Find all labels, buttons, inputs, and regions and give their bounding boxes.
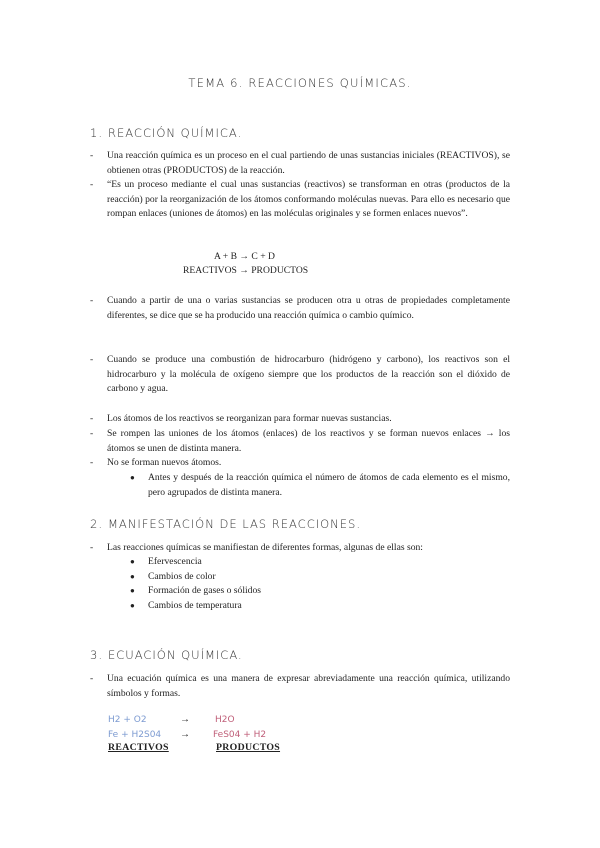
dash-marker: - (90, 428, 94, 439)
list-item-efervescencia (130, 555, 510, 570)
bullet-icon: ● (130, 586, 135, 595)
list-item-temperatura (130, 599, 510, 614)
bullet-text: Cambios de temperatura (148, 599, 242, 611)
dash-marker: - (90, 295, 94, 306)
dash-marker: - (90, 673, 94, 684)
bullet-icon: ● (130, 571, 135, 581)
paragraph-text: Cuando se produce una combustión de hidrocarburo (hidrógeno y carbono), los reactivos son el hidrocarburo y la molécula de oxígeno siempre que los productos de la reacción son el dióxido de carbono y agua. (107, 354, 510, 395)
equation-2-products: FeS04 + H2 (213, 730, 267, 740)
section-number: 2. (90, 517, 103, 531)
equation-1-arrow: → (180, 714, 190, 725)
bullet-text: Formación de gases o sólidos (148, 585, 261, 596)
section-number: 1. (90, 126, 103, 140)
section-heading-3 (90, 648, 243, 662)
dash-marker: - (90, 542, 94, 553)
dash-marker: - (90, 179, 94, 190)
label-productos: PRODUCTOS (216, 742, 281, 753)
dash-marker: - (90, 150, 94, 161)
paragraph-text: Se rompen las uniones de los átomos (enlaces) de los reactivos y se forman nuevos enlaces → los átomos se unen de distinta manera. (107, 428, 510, 454)
equation-1-reactants: H2 + O2 (108, 715, 147, 725)
bullet-s1-b1 (130, 471, 510, 500)
section-title: MANIFESTACIÓN DE LAS REACCIONES. (108, 517, 362, 531)
paragraph-s1-p3 (90, 294, 510, 323)
paragraph-s1-p2 (90, 178, 510, 222)
paragraph-s1-p5 (90, 412, 510, 427)
list-item-gases (130, 584, 510, 599)
bullet-text: Cambios de color (148, 570, 216, 582)
bullet-icon: ● (130, 473, 135, 482)
bullet-icon: ● (130, 557, 135, 566)
formula-line-2: REACTIVOS → PRODUCTOS (183, 265, 309, 276)
equation-1-products: H2O (215, 715, 235, 725)
dash-marker: - (90, 457, 94, 468)
paragraph-s2-p1 (90, 541, 510, 556)
paragraph-text: “Es un proceso mediante el cual unas sustancias (reactivos) se transforman en otras (productos de la reacción) por la reorganización de los átomos conformando moléculas nuevas. Para ello es necesario que rompan enlaces (uniones de átomos) en las moléculas originales y se formen enlaces nuevos”. (107, 179, 510, 220)
formula-line-1: A + B → C + D (214, 251, 275, 262)
dash-marker: - (90, 354, 94, 365)
paragraph-text: Una ecuación química es una manera de expresar abreviadamente una reacción química, utilizando símbolos y formas. (107, 673, 510, 699)
document-title: TEMA 6. REACCIONES QUÍMICAS. (188, 76, 412, 90)
paragraph-s1-p1 (90, 149, 510, 178)
paragraph-text: Cuando a partir de una o varias sustancias se producen otra u otras de propiedades completamente diferentes, se dice que se ha producido una reacción química o cambio químico. (107, 295, 510, 321)
paragraph-text: Los átomos de los reactivos se reorganizan para formar nuevas sustancias. (107, 413, 392, 424)
section-heading-2 (90, 517, 361, 531)
paragraph-text: Una reacción química es un proceso en el cual partiendo de unas sustancias iniciales (REACTIVOS), se obtienen otras (PRODUCTOS) de la reacción. (107, 150, 510, 176)
section-heading-1 (90, 126, 242, 140)
paragraph-text: Las reacciones químicas se manifiestan de diferentes formas, algunas de ellas son: (107, 542, 423, 553)
section-title: ECUACIÓN QUÍMICA. (108, 648, 243, 662)
list-item-color (130, 570, 510, 585)
bullet-text: Efervescencia (148, 556, 202, 567)
bullet-text: Antes y después de la reacción química el número de átomos de cada elemento es el mismo, pero agrupados de distinta manera. (148, 472, 510, 498)
paragraph-text: No se forman nuevos átomos. (107, 457, 222, 468)
equation-2-arrow: → (180, 729, 190, 740)
section-number: 3. (90, 648, 103, 662)
paragraph-s1-p7 (90, 456, 510, 471)
paragraph-s1-p4 (90, 353, 510, 397)
dash-marker: - (90, 413, 94, 424)
paragraph-s3-p1 (90, 672, 510, 701)
label-reactivos: REACTIVOS (108, 742, 169, 753)
bullet-icon: ● (130, 600, 135, 610)
section-title: REACCIÓN QUÍMICA. (108, 126, 243, 140)
equation-2-reactants: Fe + H2S04 (108, 730, 162, 740)
paragraph-s1-p6 (90, 427, 510, 456)
